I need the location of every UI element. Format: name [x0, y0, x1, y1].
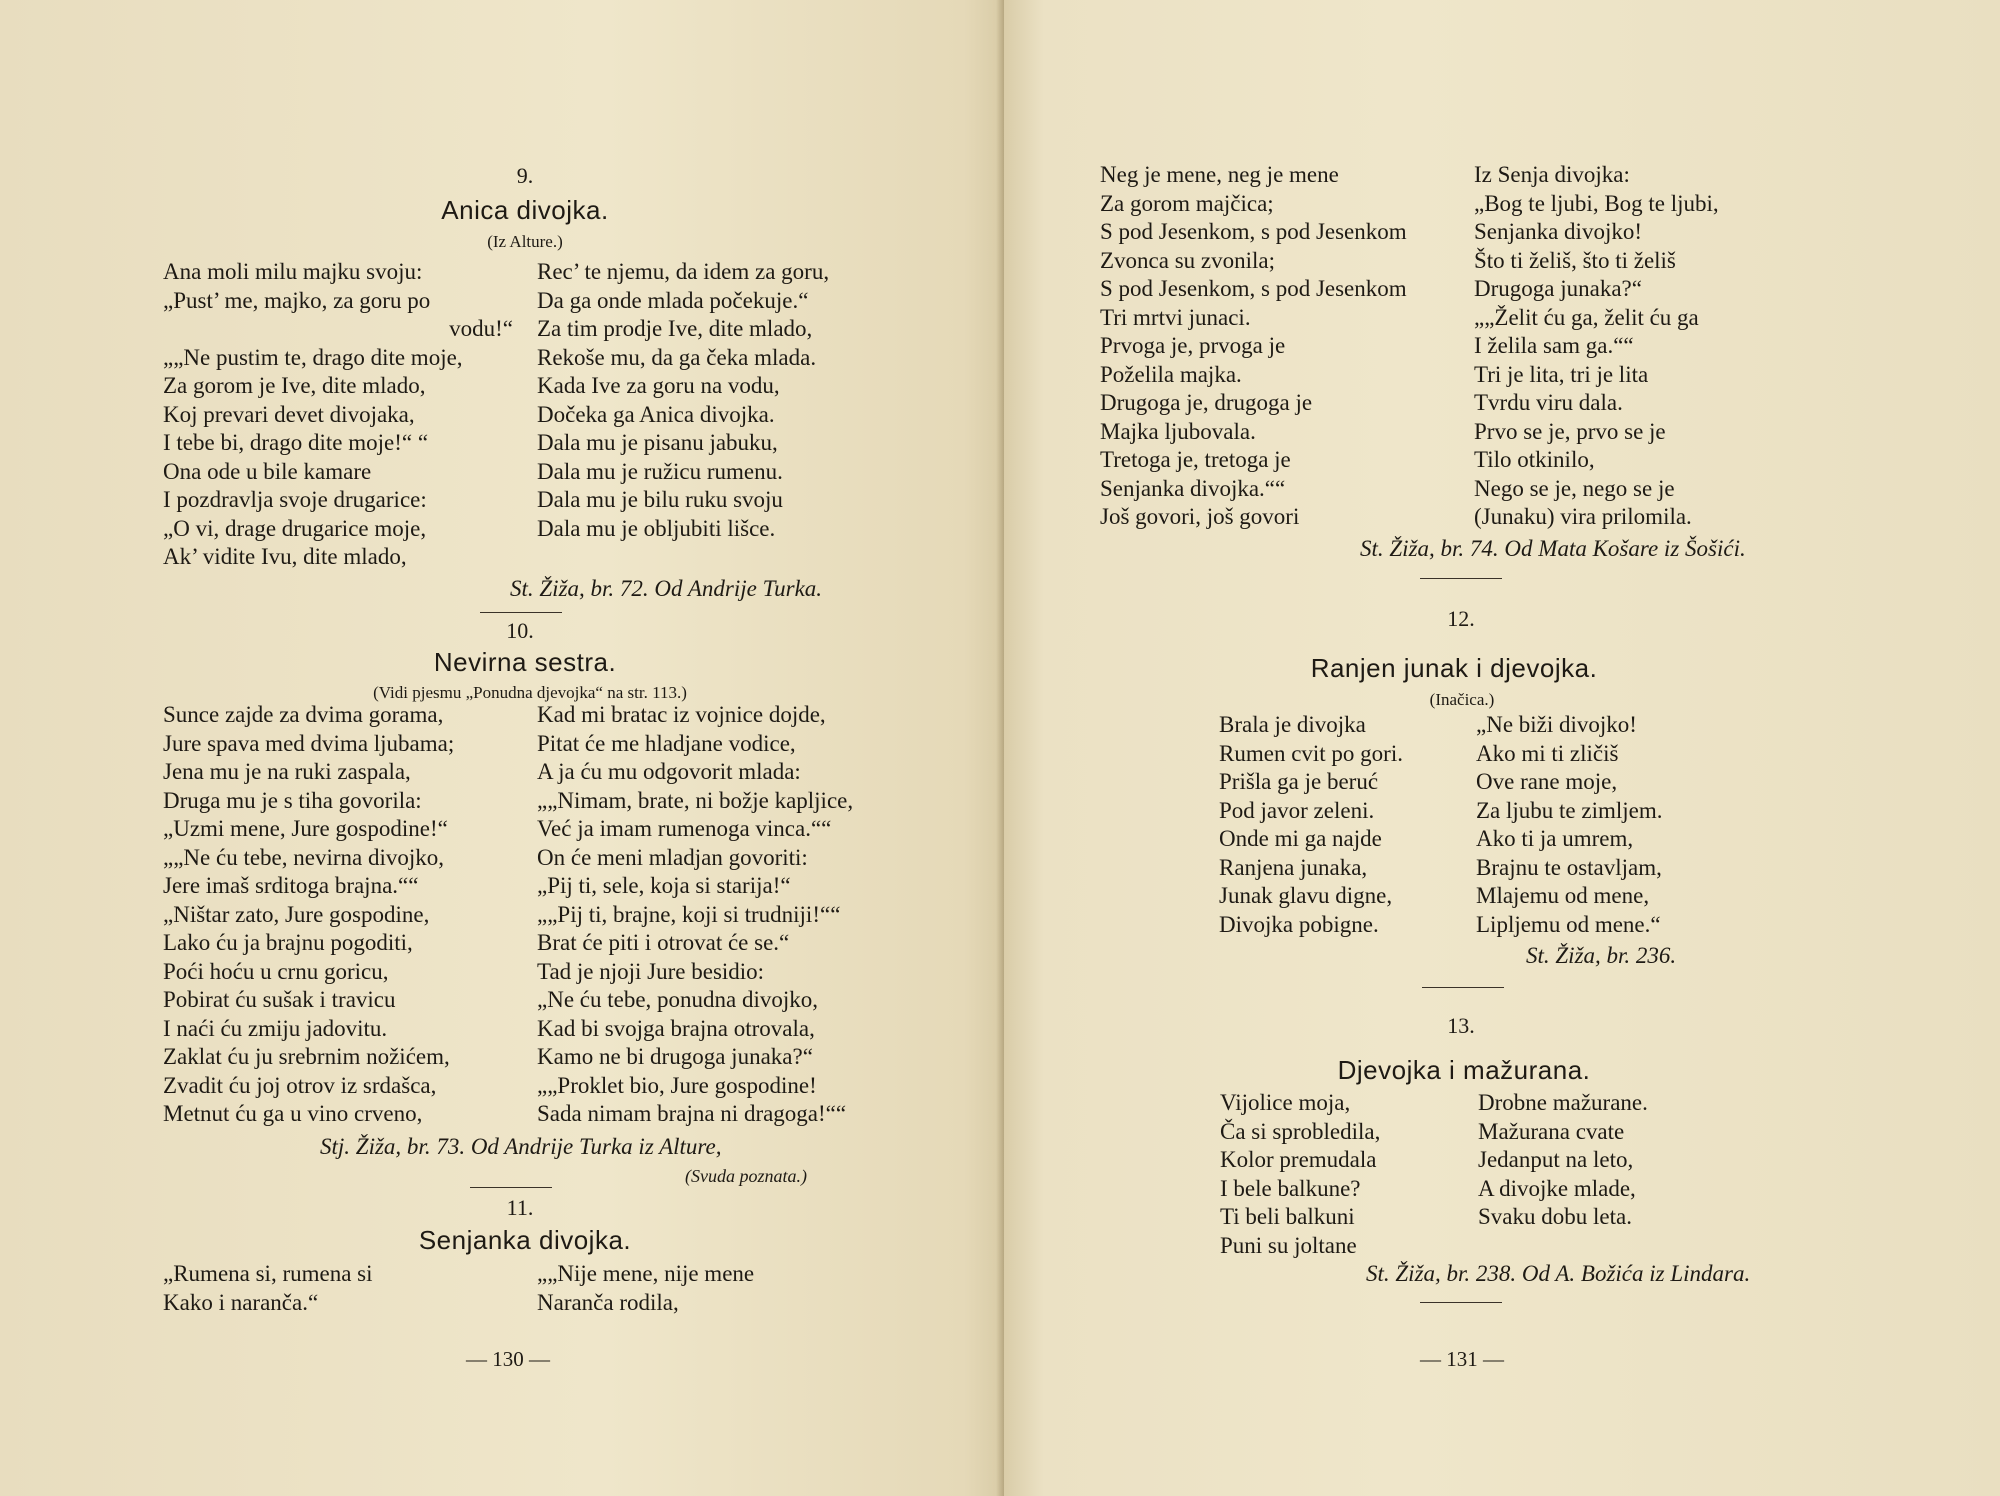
verse-line: Tri mrtvi junaci.	[1100, 304, 1251, 330]
verse-line: Tri je lita, tri je lita	[1474, 361, 1649, 387]
verse-line: On će meni mladjan govoriti:	[537, 844, 808, 870]
verse-line: Vijolice moja,	[1220, 1090, 1351, 1115]
verse-line: Neg je mene, neg je mene	[1100, 162, 1339, 187]
verse-line: Ona ode u bile kamare	[163, 458, 372, 484]
verse-line: „Ne ću tebe, ponudna divojko,	[537, 987, 819, 1012]
verse-line: Poželila majka.	[1100, 361, 1242, 387]
verse-line: Ti beli balkuni	[1220, 1204, 1355, 1229]
verse-line: Rekoše mu, da ga čeka mlada.	[537, 344, 817, 370]
verse-line: Majka ljubovala.	[1100, 418, 1256, 444]
verse-line: Zvadit ću joj otrov iz srdašca,	[163, 1072, 437, 1098]
verse-line: A ja ću mu odgovorit mlada:	[537, 759, 801, 784]
poem-title: Anica divojka.	[441, 195, 609, 225]
divider	[480, 612, 562, 613]
verse-line: Sunce zajde za dvima gorama,	[163, 702, 444, 727]
poem-9-column-1	[163, 258, 513, 572]
poem-12-column-2	[1476, 711, 1716, 939]
verse-line: Jure spava med dvima ljubama;	[163, 730, 455, 756]
poem-number: 13.	[1447, 1013, 1475, 1038]
verse-line: Prišla ga je beruć	[1219, 769, 1379, 794]
verse-line: Druga mu je s tiha govorila:	[163, 787, 422, 813]
right-page	[1004, 0, 2000, 1496]
poem-11-continued-column-2	[1474, 161, 1814, 532]
poem-10-column-2	[537, 701, 907, 1129]
verse-line: Ranjena junaka,	[1219, 854, 1368, 880]
verse-line: „O vi, drage drugarice moje,	[163, 515, 427, 541]
verse-line: Zaklat ću ju srebrnim nožićem,	[163, 1044, 450, 1069]
verse-line: „„Ne pustim te, drago dite moje,	[163, 344, 463, 370]
verse-line: Metnut ću ga u vino crveno,	[163, 1101, 423, 1126]
verse-line: Prvoga je, prvoga je	[1100, 333, 1286, 358]
verse-line: „Pust’ me, majko, za goru po	[163, 287, 431, 313]
verse-line: Jedanput na leto,	[1478, 1147, 1634, 1172]
verse-line: Brajnu te ostavljam,	[1476, 854, 1662, 880]
verse-line: „Ništar zato, Jure gospodine,	[163, 901, 430, 927]
verse-line: Koj prevari devet divojaka,	[163, 401, 415, 427]
verse-line: Pobirat ću sušak i travicu	[163, 987, 396, 1012]
poem-note: (Vidi pjesmu „Ponudna djevojka“ na str. 113.)	[373, 683, 687, 702]
verse-line: Rec’ te njemu, da idem za goru,	[537, 259, 830, 284]
verse-line: Zvonca su zvonila;	[1100, 247, 1276, 273]
verse-line: Jena mu je na ruki zaspala,	[163, 759, 411, 784]
poem-source-note: (Svuda poznata.)	[685, 1166, 807, 1186]
verse-line: Drobne mažurane.	[1478, 1090, 1648, 1115]
verse-line: Divojka pobigne.	[1219, 911, 1379, 937]
poem-13-column-1	[1220, 1089, 1460, 1260]
poem-number: 12.	[1447, 606, 1475, 631]
poem-source: St. Žiža, br. 236.	[1526, 943, 1677, 968]
verse-line: Lako ću ja brajnu pogoditi,	[163, 930, 413, 955]
verse-line: Ana moli milu majku svoju:	[163, 259, 423, 284]
verse-line: I naći ću zmiju jadovitu.	[163, 1015, 388, 1041]
divider	[470, 1187, 552, 1188]
verse-line: Tretoga je, tretoga je	[1100, 447, 1291, 472]
verse-line: „„Proklet bio, Jure gospodine!	[537, 1072, 817, 1098]
poem-12-column-1	[1219, 711, 1459, 939]
verse-line: (Junaku) vira prilomila.	[1474, 504, 1692, 529]
poem-10-column-1	[163, 701, 523, 1129]
poem-11-continued-column-1	[1100, 161, 1460, 532]
verse-line: Naranča rodila,	[537, 1289, 679, 1315]
verse-line: Što ti želiš, što ti želiš	[1474, 247, 1676, 273]
verse-line: I bele balkune?	[1220, 1175, 1361, 1201]
verse-line: „Pij ti, sele, koja si starija!“	[537, 873, 791, 898]
verse-line: Pitat će me hladjane vodice,	[537, 730, 796, 756]
verse-line: „„Nije mene, nije mene	[537, 1261, 755, 1286]
poem-title: Djevojka i mažurana.	[1337, 1055, 1591, 1085]
verse-line: Ako ti ja umrem,	[1476, 826, 1634, 851]
verse-line: „„Želit ću ga, želit ću ga	[1474, 304, 1699, 330]
poem-number: 11.	[506, 1195, 534, 1220]
verse-line: „Ne biži divojko!	[1476, 712, 1637, 737]
verse-line: Za gorom je Ive, dite mlado,	[163, 373, 426, 398]
verse-line: Dala mu je ružicu rumenu.	[537, 458, 783, 484]
verse-line: „Rumena si, rumena si	[163, 1261, 373, 1286]
verse-line: Ako mi ti zličiš	[1476, 740, 1619, 766]
verse-line: Tilo otkinilo,	[1474, 447, 1595, 472]
verse-line: „Bog te ljubi, Bog te ljubi,	[1474, 190, 1719, 216]
poem-11-column-2	[537, 1260, 837, 1317]
poem-title: Ranjen junak i djevojka.	[1310, 653, 1598, 683]
verse-line: „„Ne ću tebe, nevirna divojko,	[163, 844, 444, 870]
poem-source: St. Žiža, br. 72. Od Andrije Turka.	[510, 576, 823, 601]
verse-line: Ča si sprobledila,	[1220, 1118, 1381, 1144]
page-number: — 131 —	[1420, 1347, 1504, 1371]
verse-line: Drugoga junaka?“	[1474, 276, 1642, 301]
verse-line: I tebe bi, drago dite moje!“ “	[163, 430, 429, 455]
verse-line: Ak’ vidite Ivu, dite mlado,	[163, 544, 407, 569]
verse-line: Mažurana cvate	[1478, 1118, 1625, 1144]
poem-source: St. Žiža, br. 238. Od A. Božića iz Lindara.	[1366, 1261, 1751, 1286]
verse-line: Brala je divojka	[1219, 712, 1366, 737]
verse-line: I pozdravlja svoje drugarice:	[163, 487, 427, 512]
verse-line: Jere imaš srditoga brajna.““	[163, 873, 419, 898]
verse-line: Kako i naranča.“	[163, 1289, 319, 1315]
page-number: — 130 —	[466, 1347, 550, 1371]
verse-line: Za ljubu te zimljem.	[1476, 797, 1663, 823]
verse-line: Za gorom majčica;	[1100, 190, 1274, 216]
verse-line: Za tim prodje Ive, dite mlado,	[537, 316, 813, 341]
verse-line: Kad mi bratac iz vojnice dojde,	[537, 702, 826, 727]
verse-line: Lipljemu od mene.“	[1476, 911, 1661, 937]
verse-line: Pod javor zeleni.	[1219, 797, 1375, 823]
verse-line: Senjanka divojka.““	[1100, 475, 1286, 501]
verse-line: „„Nimam, brate, ni božje kapljice,	[537, 787, 854, 813]
verse-line: Junak glavu digne,	[1219, 883, 1393, 908]
verse-line: Puni su joltane	[1220, 1232, 1357, 1258]
verse-line: S pod Jesenkom, s pod Jesenkom	[1100, 219, 1407, 244]
verse-line: Da ga onde mlada počekuje.“	[537, 287, 809, 313]
verse-line: Senjanka divojko!	[1474, 219, 1642, 244]
poem-title: Senjanka divojka.	[418, 1225, 632, 1255]
verse-line: Poći hoću u crnu goricu,	[163, 958, 389, 984]
verse-line: Brat će piti i otrovat će se.“	[537, 930, 790, 955]
verse-line: S pod Jesenkom, s pod Jesenkom	[1100, 276, 1407, 301]
poem-number: 9.	[516, 163, 534, 188]
verse-line: A divojke mlade,	[1478, 1175, 1636, 1201]
poem-number: 10.	[506, 618, 534, 643]
verse-line: Dala mu je obljubiti lišce.	[537, 515, 776, 541]
verse-line: Kolor premudala	[1220, 1147, 1377, 1172]
verse-line: „„Pij ti, brajne, koji si trudniji!““	[537, 901, 841, 927]
verse-line: Kamo ne bi drugoga junaka?“	[537, 1044, 813, 1069]
verse-line: vodu!“	[449, 316, 513, 341]
poem-note: (Iz Alture.)	[487, 232, 563, 251]
verse-line: Dala mu je pisanu jabuku,	[537, 430, 778, 455]
poem-title: Nevirna sestra.	[433, 647, 617, 677]
poem-11-column-1	[163, 1260, 463, 1317]
verse-line: Prvo se je, prvo se je	[1474, 418, 1666, 444]
verse-line: Kada Ive za goru na vodu,	[537, 373, 780, 398]
poem-source: St. Žiža, br. 74. Od Mata Košare iz Šošići.	[1360, 536, 1746, 561]
poem-13-column-2	[1478, 1089, 1718, 1232]
verse-line: Dočeka ga Anica divojka.	[537, 401, 775, 427]
verse-line: Iz Senja divojka:	[1474, 162, 1630, 187]
poem-source: Stj. Žiža, br. 73. Od Andrije Turka iz Alture,	[320, 1134, 722, 1159]
verse-line: Ove rane moje,	[1476, 769, 1618, 794]
verse-line: Sada nimam brajna ni dragoga!““	[537, 1101, 847, 1126]
verse-line: I želila sam ga.““	[1474, 333, 1634, 358]
verse-line: Mlajemu od mene,	[1476, 883, 1650, 908]
verse-line: Već ja imam rumenoga vinca.““	[537, 816, 832, 841]
poem-note: (Inačica.)	[1429, 690, 1495, 709]
verse-line: Drugoga je, drugoga je	[1100, 390, 1313, 415]
verse-line: Onde mi ga najde	[1219, 826, 1382, 851]
verse-line: Još govori, još govori	[1100, 504, 1300, 529]
verse-line: Kad bi svojga brajna otrovala,	[537, 1015, 815, 1041]
divider	[1422, 987, 1504, 988]
verse-line: Svaku dobu leta.	[1478, 1204, 1632, 1229]
verse-line: Dala mu je bilu ruku svoju	[537, 487, 783, 512]
verse-line: „Uzmi mene, Jure gospodine!“	[163, 816, 448, 841]
verse-line: Nego se je, nego se je	[1474, 475, 1675, 501]
verse-line: Rumen cvit po gori.	[1219, 740, 1403, 766]
divider	[1420, 1302, 1502, 1303]
divider	[1420, 578, 1502, 579]
verse-line: Tad je njoji Jure besidio:	[537, 958, 765, 984]
verse-line: Tvrdu viru dala.	[1474, 390, 1623, 415]
poem-9-column-2	[537, 258, 897, 543]
